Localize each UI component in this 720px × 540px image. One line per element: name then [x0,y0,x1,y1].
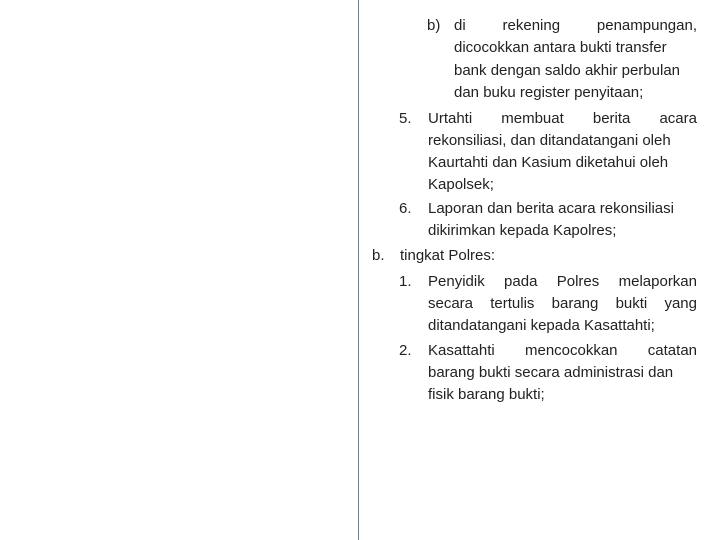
text-line: dan buku register penyitaan; [454,84,644,101]
text-line: secara tertulis barang bukti yang [428,295,697,312]
list-marker-b-sub: b) [427,17,441,34]
text-line: rekonsiliasi, dan ditandatangani oleh [428,132,671,149]
list-marker-6: 6. [399,200,412,217]
text-line: ditandatangani kepada Kasattahti; [428,317,655,334]
section-heading: tingkat Polres: [400,247,496,264]
page-divider-line [358,0,359,540]
text-line: di rekening penampungan, [454,17,697,34]
text-line: Penyidik pada Polres melaporkan [428,273,697,290]
text-line: bank dengan saldo akhir perbulan [454,62,681,79]
text-line: dicocokkan antara bukti transfer [454,39,667,56]
text-line: Urtahti membuat berita acara [428,110,697,127]
list-marker-1: 1. [399,273,412,290]
text-line: fisik barang bukti; [428,386,545,403]
list-marker-2: 2. [399,342,412,359]
text-line: Kasattahti mencocokkan catatan [428,342,697,359]
text-line: dikirimkan kepada Kapolres; [428,222,617,239]
section-marker-b: b. [372,247,385,264]
text-line: Kaurtahti dan Kasium diketahui oleh [428,154,669,171]
list-marker-5: 5. [399,110,412,127]
text-line: barang bukti secara administrasi dan [428,364,674,381]
text-line: Kapolsek; [428,176,494,193]
text-line: Laporan dan berita acara rekonsiliasi [428,200,674,217]
